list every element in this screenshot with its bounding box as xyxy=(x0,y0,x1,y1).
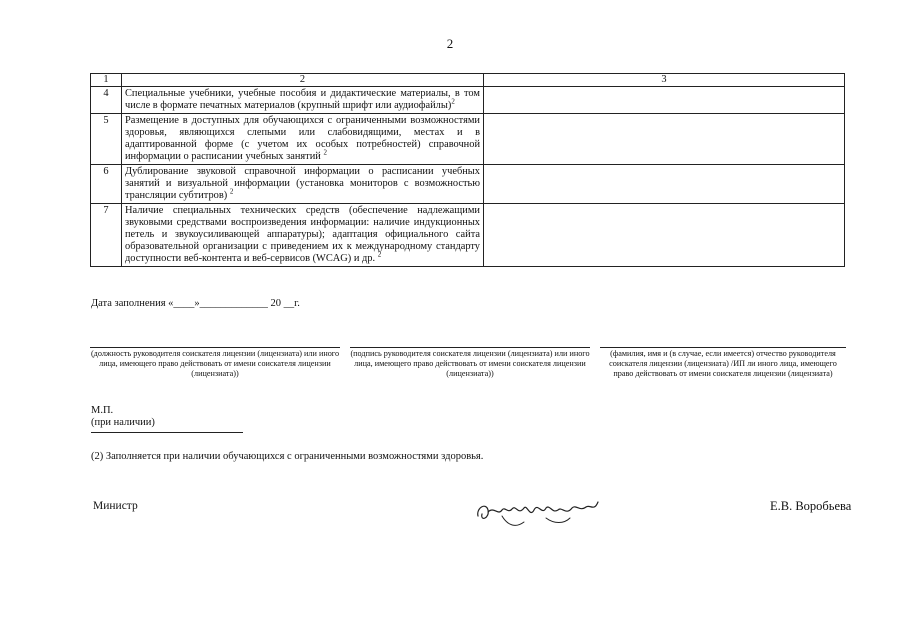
row-value-cell[interactable] xyxy=(484,87,845,114)
table-row xyxy=(91,87,845,114)
fill-date-field[interactable]: Дата заполнения «____»_____________ 20 __г. xyxy=(91,298,300,309)
header-col-2: 2 xyxy=(122,74,484,87)
stamp-line xyxy=(91,432,243,433)
footnote-ref: 2 xyxy=(229,187,234,196)
footnote-ref: 2 xyxy=(451,97,455,106)
header-col-3: 3 xyxy=(484,74,845,87)
requirements-table xyxy=(90,73,845,267)
row-description xyxy=(122,114,484,165)
row-number: 5 xyxy=(91,114,122,165)
row-value-cell[interactable] xyxy=(484,165,845,204)
row-text: Специальные учебники, учебные пособия и дидактические материалы, в том числе в формате печатных материалов (крупный шрифт или аудиофайлы) xyxy=(125,88,480,111)
row-number: 6 xyxy=(91,165,122,204)
row-description xyxy=(122,204,484,267)
row-number: 7 xyxy=(91,204,122,267)
header-col-1: 1 xyxy=(91,74,122,87)
position-caption: (должность руководителя соискателя лицензии (лицензиата) или иного лица, имеющего право действовать от имени соискателя лицензии (лицензиата)) xyxy=(90,349,340,378)
row-description xyxy=(122,165,484,204)
row-number: 4 xyxy=(91,87,122,114)
table-row xyxy=(91,204,845,267)
table-row xyxy=(91,114,845,165)
row-value-cell[interactable] xyxy=(484,114,845,165)
signature-caption: (подпись руководителя соискателя лицензии (лицензиата) или иного лица, имеющего право действовать от имени соискателя лицензии (лицензиата)) xyxy=(350,349,590,378)
position-signature-line[interactable] xyxy=(90,347,340,348)
table-header-row xyxy=(91,74,845,87)
stamp-label: М.П. xyxy=(91,405,114,416)
minister-title: Министр xyxy=(93,500,138,512)
name-caption: (фамилия, имя и (в случае, если имеется) отчество руководителя соискателя лицензии (лицензиата) /ИП ли иного лица, имеющего право действовать от имени соискателя лицензии (лицензиата) xyxy=(609,349,837,378)
minister-name: Е.В. Воробьева xyxy=(770,499,852,513)
page-number: 2 xyxy=(446,36,454,51)
footnote-ref: 2 xyxy=(323,148,327,157)
row-text: Дублирование звуковой справочной информации о расписании учебных занятий и визуальной информации (установка мониторов с возможностью трансляции субтитров) xyxy=(125,166,480,201)
stamp-note: (при наличии) xyxy=(91,417,155,428)
footnote-ref: 2 xyxy=(377,250,382,259)
handwritten-signature xyxy=(472,492,602,532)
row-text: Размещение в доступных для обучающихся с ограниченными возможностями здоровья, являющихся слепыми или слабовидящими, местах и в адаптированной форме (с учетом их особых потребностей) справочной информации о расписании учебных занятий xyxy=(125,115,480,162)
row-description xyxy=(122,87,484,114)
stamp-block xyxy=(91,405,155,429)
footnote: (2) Заполняется при наличии обучающихся с ограниченными возможностями здоровья. xyxy=(91,451,484,462)
signature-line[interactable] xyxy=(350,347,590,348)
table-row xyxy=(91,165,845,204)
row-value-cell[interactable] xyxy=(484,204,845,267)
row-text: Наличие специальных технических средств (обеспечение надлежащими звуковыми средствами воспроизведения информации: наличие индукционных петель и звукоусиливающей аппаратуры); адаптация официального сайта образовательной организации с приведением их к международному стандарту доступности веб-контента и веб-сервисов (WCAG) и др. xyxy=(125,205,480,264)
name-signature-line[interactable] xyxy=(600,347,846,348)
